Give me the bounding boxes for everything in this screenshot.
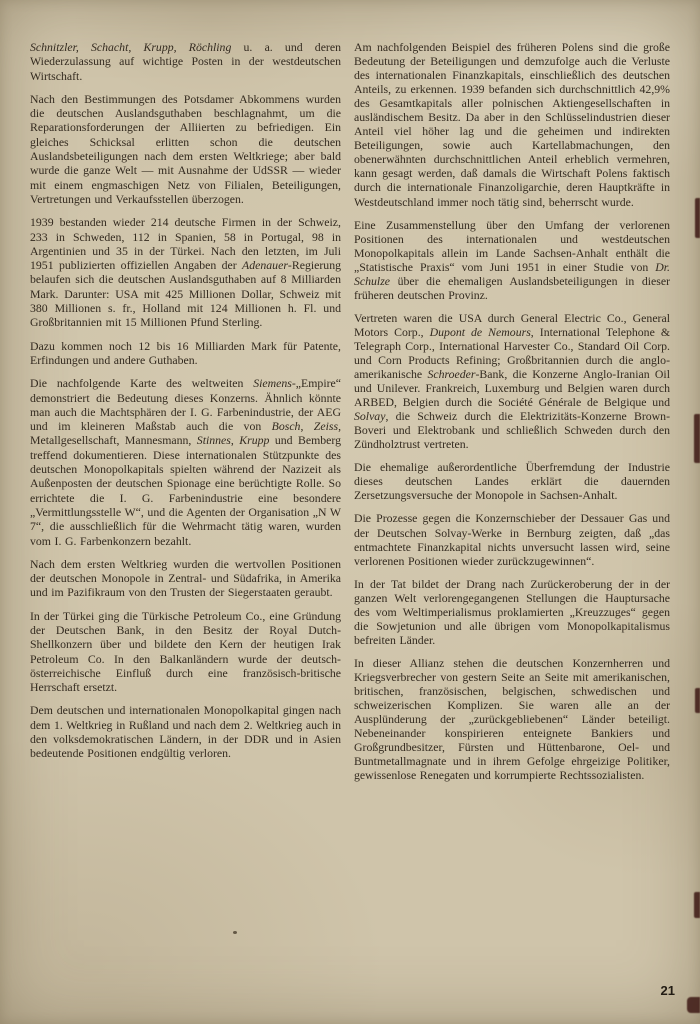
paragraph: Die nachfolgende Karte des weltweiten Siemens-„Empire“ demonstriert die Bedeutung dieses Konzerns. Ähnlich könnte man auch die Machtsphären der I. G. Farbenindustrie, der AEG und im kleineren Maßstab auch die von Bosch, Zeiss, Metallgesellschaft, Mannesmann, Stinnes, Krupp und Bemberg treffend dokumentieren. Diese internationalen Stützpunkte des deutschen Monopolkapitals spielten während der Nazizeit als Außenposten der deutschen Spionage eine berüchtigte Rolle. So errichtete die I. G. Farbenindustrie eine besondere „Vermittlungsstelle W“, und die Agenten der Organisation „N W 7“, die ausschließlich für die Wehrmacht tätig waren, wurden vom I. G. Farbenkonzern bezahlt. (30, 376, 342, 548)
paragraph: Eine Zusammenstellung über den Umfang der verlorenen Positionen des internationalen und westdeutschen Monopolkapitals allein im Lande Sachsen-Anhalt enthält die „Statistische Praxis“ vom Juni 1951 in einer Studie von Dr. Schulze über die ehemaligen Auslandsbeteiligungen in dieser früheren deutschen Provinz. (354, 217, 670, 302)
paragraph: Dazu kommen noch 12 bis 16 Milliarden Mark für Patente, Erfindungen und andere Guthaben. (30, 338, 341, 367)
paragraph: Schnitzler, Schacht, Krupp, Röchling u. a. und deren Wiederzulassung auf wichtige Posten in der westdeutschen Wirtschaft. (30, 40, 341, 83)
paragraph: In der Türkei ging die Türkische Petroleum Co., eine Gründung der Deutschen Bank, in den Besitz der Royal Dutch-Shellkonzern über und bildete den Kern der heutigen Irak Petroleum Co. In den Balkanländern wurde der deutsch-österreichische Einfluß durch eine französisch-britische Herrschaft ersetzt. (30, 608, 341, 695)
paragraph: In dieser Allianz stehen die deutschen Konzernherren und Kriegsverbrecher von gestern Seite an Seite mit amerikanischen, britischen, französischen, belgischen, schwedischen und schweizerischen Komplizen. Sie waren alle an der Ausplünderung der „zurückgebliebenen“ Länder beteiligt. Nebeneinander konspirieren enteignete Bankiers und Großgrundbesitzer, Fürsten und Hüttenbarone, Oel- und Buntmetallmagnate und in ihrem Gefolge ehrgeizige Politiker, gewissenlose Renegaten und korrumpierte Rechtssozialisten. (354, 655, 670, 783)
paragraph: Am nachfolgenden Beispiel des früheren Polens sind die große Bedeutung der Beteiligungen und demzufolge auch die Verluste des internationalen Finanzkapitals, einschließlich des deutschen Anteils, zu erkennen. 1939 befanden sich durchschnittlich 42,9% des Gesamtkapitals aller polnischen Aktiengesellschaften in ausländischem Besitz. Da aber in den Schlüsselindustrien dieser Anteil viel höher lag und die geheimen und indirekten Beteiligungen, sowie auch Kartellabmachungen, den obenerwähnten durchschnittlichen Anteil erheblich vermehren, kann gesagt werden, daß damals die Wirtschaft Polens faktisch durch die internationale Finanzoligarchie, deren Hauptkräfte in Westdeutschland immer noch tätig sind, beherrscht wurde. (354, 40, 670, 209)
paragraph: 1939 bestanden wieder 214 deutsche Firmen in der Schweiz, 233 in Schweden, 112 in Spanien, 58 in Portugal, 98 in Argentinien und 35 in der Türkei. Nach den letzten, im Juli 1951 publizierten offiziellen Angaben der Adenauer-Regierung belaufen sich die deutschen Auslandsguthaben auf 8 Milliarden Mark. Darunter: USA mit 425 Millionen Dollar, Schweiz mit 380 Millionen s. fr., Holland mit 124 Millionen h. Fl. und Großbritannien mit 15 Millionen Pfund Sterling. (30, 215, 341, 330)
paragraph: Vertreten waren die USA durch General Electric Co., General Motors Corp., Dupont de Nemours, International Telephone & Telegraph Corp., International Harvester Co., Standard Oil Corp. und Corn Products Refining; Großbritannien durch die anglo-amerikanische Schroeder-Bank, die Konzerne Anglo-Iranian Oil und Unilever. Frankreich, Luxemburg und Belgien waren durch ARBED, Belgien durch die Société Générale de Belgique und Solvay, die Schweiz durch die Elektrizitäts-Konzerne Brown-Boveri und Elektrobank und schließlich Schweden durch den Zündholztrust vertreten. (354, 310, 670, 452)
page-number: 21 (660, 983, 675, 998)
paragraph: Nach dem ersten Weltkrieg wurden die wertvollen Positionen der deutschen Monopole in Zentral- und Südafrika, in Amerika und im Pazifikraum von den Trusten der Siegerstaaten geraubt. (30, 556, 341, 600)
text-column-left (30, 40, 341, 791)
text-column-right (354, 40, 670, 791)
ink-stain-edge-3 (695, 688, 700, 713)
ink-stain-edge-2 (694, 414, 700, 463)
ink-stain-edge-1 (695, 198, 700, 238)
paragraph: Die Prozesse gegen die Konzernschieber der Dessauer Gas und der Deutschen Solvay-Werke in Bernburg zeigten, daß „das entmachtete Finanzkapital nichts unversucht lassen wird, seine verlorenen Positionen wieder zurückzugewinnen“. (354, 511, 670, 568)
paper-speck (233, 931, 237, 934)
paragraph: Nach den Bestimmungen des Potsdamer Abkommens wurden die deutschen Auslandsguthaben beschlagnahmt, um die Reparationsforderungen der Alliierten zu befriedigen. Ein gleiches Schicksal erlitten schon die deutschen Auslandsbeteiligungen nach dem ersten Weltkriege; aber bald wurde die ganze Welt — mit Ausnahme der UdSSR — wieder mit einem engmaschigen Netz von Filialen, Beteiligungen, Vertretungen und Verkaufsstellen überzogen. (30, 91, 341, 206)
paragraph: In der Tat bildet der Drang nach Zurückeroberung der in der ganzen Welt verlorengegangenen Stellungen die Hauptursache des vom Weltimperialismus proklamierten „Kreuzzuges“ gegen die Sowjetunion und alle übrigen vom Monopolkapitalismus befreiten Länder. (354, 576, 670, 647)
text-columns (30, 40, 670, 791)
paragraph: Dem deutschen und internationalen Monopolkapital gingen nach dem 1. Weltkrieg in Rußland und nach dem 2. Weltkrieg auch in den volksdemokratischen Ländern, in der DDR und in Asien bedeutende Positionen endgültig verloren. (30, 703, 341, 761)
ink-stain-edge-4 (694, 892, 700, 918)
paragraph: Die ehemalige außerordentliche Überfremdung der Industrie dieses deutschen Landes erklärt die dauernden Zersetzungsversuche der Monopole in Sachsen-Anhalt. (354, 460, 670, 503)
ink-stain-corner (687, 997, 700, 1013)
